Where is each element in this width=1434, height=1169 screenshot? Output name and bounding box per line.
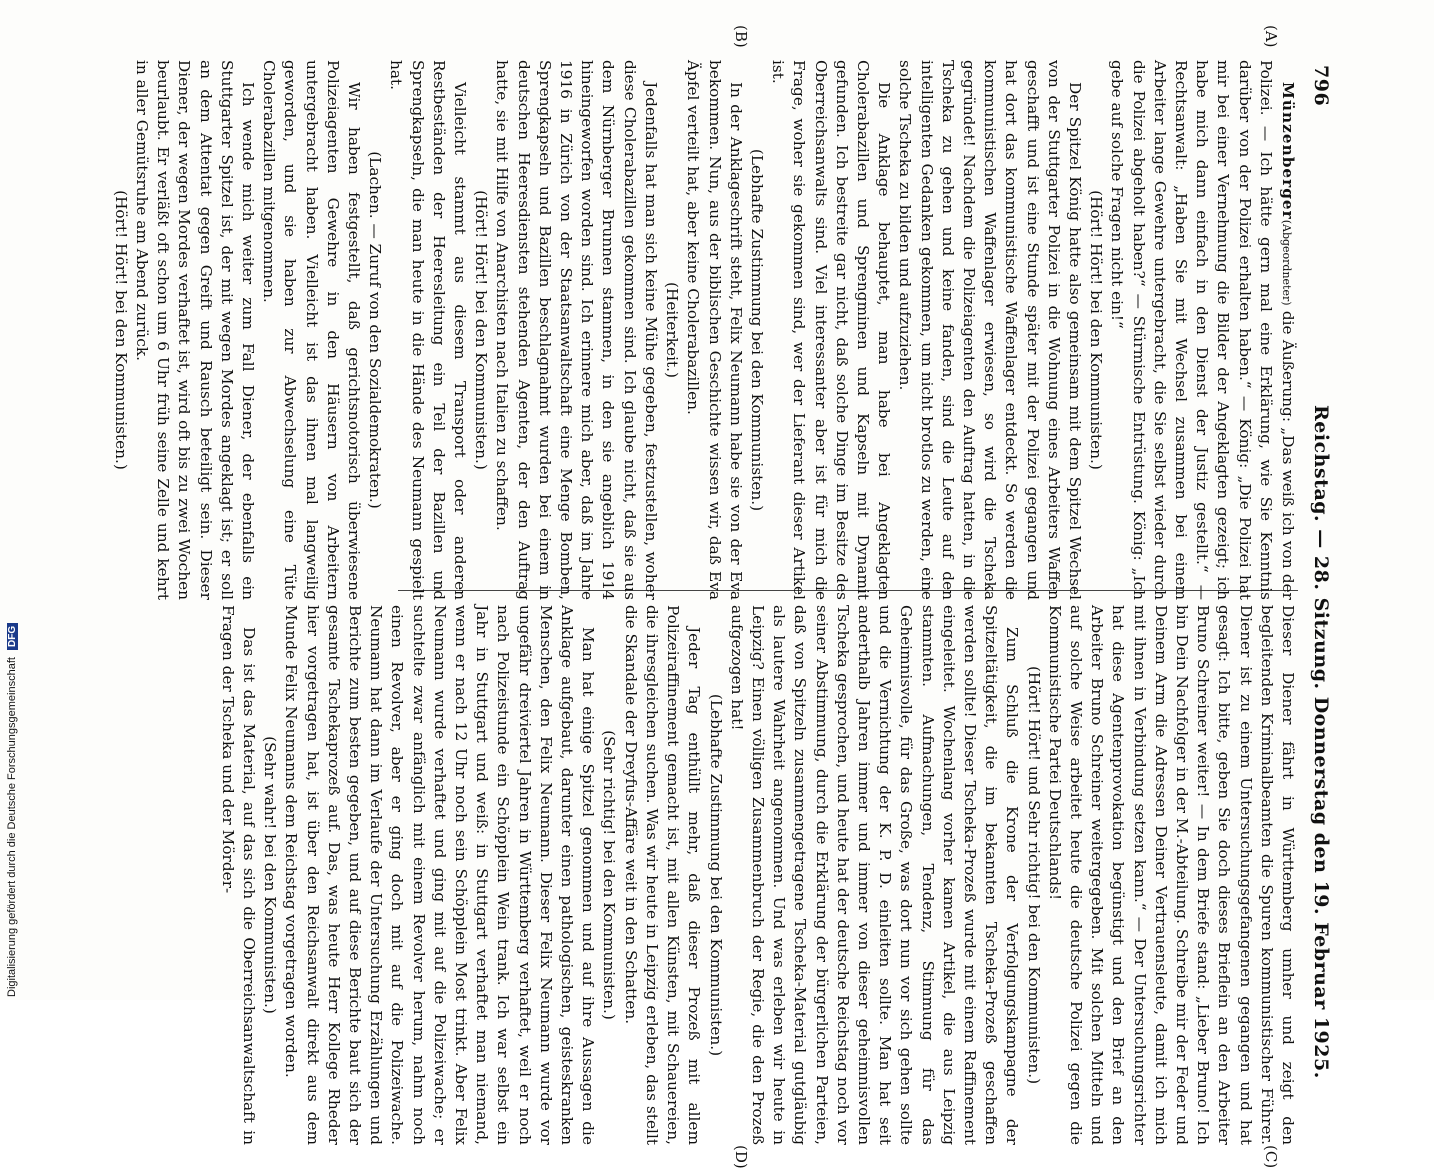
- paragraph: [1106, 60, 1298, 600]
- paragraph: [620, 605, 705, 1145]
- paragraph: [894, 60, 1085, 600]
- left-column: [110, 60, 1298, 600]
- footer-text: Digitalisierung gefördert durch die Deutsche Forschungsgemeinschaft: [6, 657, 18, 997]
- paragraph-text: Man hat einige Spitzel genommen und auf ihre Aussagen die Anklage aufgebaut, darunter einen pathologischen, geisteskranken Menschen, den Felix Neumann. Dieser Felix Neumann wurde vor ungefähr dreiviertel Jahren in Württemberg verhaftet, weil er noch nach Polizeistunde ein Schöpplein Wein trank. Ich war selbst ein Jahr in Stuttgart und weiß: in Stuttgart verhaftet man niemand, wenn er nach 12 Uhr noch sein Schöpplein Most trinkt. Aber Felix Neumann wurde verhaftet und ging mit auf die Polizeiwache; er suchtelte zwar anfänglich mit einem Revolver herum, nahm noch einen Revolver, aber er ging doch mit auf die Polizeiwache. Neumann hat dann im Verlaufe der Untersuchung Erzählungen und Berichte zum besten gegeben, und auf diese Berichte baut sich der gesamte Tschekaprozeß auf. Das, was heute Herr Kollege Rheder hier vorgetragen hat, ist über den Reichsanwalt direkt aus dem Munde Felix Neumanns dem Reichstag vorgetragen worden.: [282, 605, 598, 1145]
- page-title: Reichstag. — 28. Sitzung. Donnerstag den 19. Februar 1925.: [1310, 405, 1332, 1079]
- paragraph: [1044, 605, 1298, 1145]
- paragraph: [258, 60, 364, 600]
- speaker-role: (Abgeordneter): [1280, 219, 1293, 306]
- paragraph-text: Jedenfalls hat man sich keine Mühe gegeben, festzustellen, woher diese Cholerabazillen gekommen sind. Ich glaube nicht, daß sie aus dem Nürnberger Brunnen stammen, in den sie angeblich 1914 hineingeworfen worden sind. Ich erinnere mich aber, daß im Jahre 1916 in Zürich von der Staatsanwaltschaft eine Menge Bomben, Sprengkapseln und Bazillen beschlagnahmt wurden bei einem in deutschen Heeresdiensten stehenden Agenten, der den Auftrag hatte, sie mit Hilfe von Anarchisten nach Italien zu schaffen.: [493, 60, 660, 600]
- interjection: (Sehr wahr! bei den Kommunisten.): [261, 736, 280, 1014]
- rotated-page: [111, 5, 1340, 1169]
- interjection: (Sehr richtig! bei den Kommunisten.): [600, 730, 619, 1020]
- paragraph: [726, 605, 1023, 1145]
- paragraph-text: Das ist das Material, auf das sich die Oberreichsanwaltschaft in Fragen der Tscheka und der Mörder-: [218, 605, 259, 1145]
- interjection: (Heiterkeit.): [663, 282, 682, 378]
- interjection: (Hört! Hört! bei den Kommunisten.): [1087, 190, 1106, 470]
- speaker-name: Münzenberger: [1279, 82, 1297, 220]
- margin-mark-c: (C): [1262, 1145, 1280, 1169]
- paragraph-text: Ich wende mich weiter zum Fall Diener, der ebenfalls ein Stuttgarter Spitzel ist, der mit wegen Mordes angeklagt ist; er soll an dem Attentat gegen Greift und Rausch beteiligt sein. Dieser Diener, der wegen Mordes verhaftet ist, wird oft bis zu zwei Wochen beurlaubt. Er verläßt oft schon um 6 Uhr früh seine Zelle und kehrt in aller Gemütsruhe am Abend zurück.: [133, 60, 258, 600]
- paragraph-text: Jeder Tag enthüllt mehr, daß dieser Prozeß mit allem Polizeiraffinement gemacht ist, mit allen Künsten, mit Schauereien, die ihresgleichen suchen. Was wir heute in Leipzig erleben, das stellt die Skandale der Dreyfus-Affäre weit in den Schatten.: [621, 605, 704, 1145]
- paragraph: [385, 60, 470, 600]
- margin-mark-a: (A): [1262, 25, 1280, 48]
- paragraph-text: Der Spitzel König hatte also gemeinsam mit dem Spitzel Wechsel von der Stuttgarter Polizei in die Wohnung eines Arbeiters Waffen geschafft und ist eine Stunde später mit der Polizei gegangen und hat dort das kommunistische Waffenlager entdeckt. So werden die kommunistischen Waffenlager erwiesen, so wird die Tscheka gegründet! Nachdem die Polizeiagenten den Auftrag hatten, in die Tscheka zu gehen und keine fanden, sind die Leute auf den intelligenten Gedanken gekommen, um nicht brotlos zu werden, eine solche Tscheka zu bilden und aufzuziehen.: [896, 60, 1084, 600]
- interjection: (Lachen. — Zuruf von den Sozialdemokraten.): [366, 151, 385, 509]
- paragraph: [767, 60, 894, 600]
- interjection: (Hört! Hört! und Sehr richtig! bei den Kommunisten.): [1024, 665, 1043, 1085]
- paragraph-text: Wir haben festgestellt, daß gerichtsnotorisch überwiesene Polizeiagenten Gewehre in den Häusern von Arbeitern untergebracht haben. Vielleicht ist das ihnen mal langweilig geworden, und sie haben zur Abwechselung eine Tüte Cholerabazillen mitgenommen.: [260, 60, 364, 600]
- dfg-logo: DFG: [7, 623, 18, 650]
- paragraph: [217, 605, 259, 1145]
- paragraph-text: Dieser Diener fährt in Württemberg umher und zeigt den begleitenden Kriminalbeamten die Spuren kommunistischer Führer. Diener ist zu einem Untersuchungsgefangenen gegangen und hat gesagt: Ich bitte, geben Sie doch dieses Brieflein an den Arbeiter Bruno Schreiner weiter! — In dem Briefe stand: „Lieber Bruno! Ich bin Dein Nachfolger in der M.-Abteilung. Schreibe mir der Feder und Deinem Arm die Adressen Deiner Vertrauensleute, damit ich mich mit ihnen in Verbindung setzen kann.“ — Der Untersuchungsrichter hat diese Agentenprovokation begünstigt und den Brief an den Arbeiter Bruno Schreiner weitergegeben. Mit solchen Mitteln und auf solche Weise arbeitet heute die deutsche Polizei gegen die Kommunistische Partei Deutschlands!: [1045, 605, 1297, 1145]
- paragraph-text: Zum Schluß die Krone der Verfolgungskampagne der Spitzeltätigkeit, die im bekannten Tscheka-Prozeß geschaffen werden sollte! Dieser Tscheka-Prozeß wurde mit einem Raffinement eingeleitet. Wochenlang vorher kamen Artikel, die aus Leipzig stammten. Aufmachungen, Tendenz, Stimmung für das Geheimnisvolle, für das Große, was dort nun vor sich gehen sollte und die Vernichtung der K. P. D. einleiten sollte. Man hat seit anderthalb Jahren immer und immer von dieser geheimnisvollen Tscheka gesprochen, und heute hat der deutsche Reichstag noch vor seiner Abstimmung, durch die Erklärung der bürgerlichen Parteien, daß von Spitzeln zusammengetragene Tscheka-Material gutgläubig als lautere Wahrheit angenommen. Und was erleben wir heute in Leipzig? Einen völligen Zusammenbruch der Regie, die den Prozeß aufgezogen hat!: [727, 605, 1022, 1145]
- interjection: (Lebhafte Zustimmung bei den Kommunisten.): [706, 693, 725, 1057]
- margin-mark-b: (B): [732, 25, 750, 48]
- paragraph-text: Vielleicht stammt aus diesem Transport oder anderen Restbeständen der Heeresleitung ein Teil der Bazillen und Sprengkapseln, die man heute in die Hände des Neumann gespielt hat.: [387, 60, 470, 600]
- paragraph: [682, 60, 746, 600]
- paragraph: [280, 605, 598, 1145]
- margin-mark-d: (D): [732, 1145, 750, 1169]
- paragraph-text: Die Anklage behauptet, man habe bei Angeklagten Cholerabazillen und Sprengminen und Kapseln mit Dynamit gefunden. Ich bestreite gar nicht, daß solche Dinge im Besitze des Oberreichsanwalts sind. Viel interessanter aber ist für mich die Frage, woher sie gekommen sind, wer der Lieferant dieser Artikel ist.: [769, 60, 894, 600]
- page-header: [1302, 65, 1332, 1135]
- page-number: 796: [1310, 65, 1332, 107]
- paragraph: [131, 60, 258, 600]
- footer: [6, 605, 24, 997]
- right-column: [217, 605, 1298, 1145]
- interjection: (Lebhafte Zustimmung bei den Kommunisten.): [747, 148, 766, 512]
- interjection: (Hört! Hört! bei den Kommunisten.): [111, 190, 130, 470]
- paragraph: [491, 60, 661, 600]
- paragraph-text: die Äußerung: „Das weiß ich von der Polizei. — Ich hätte gern mal eine Erklärung, wie Sie Kenntnis darüber von der Polizei erhalten haben.“ — König: „Die Polizei hat mir bei einer Vernehmung die Bilder der Angeklagten gezeigt; ich habe mich dann einfach in den Dienst der Justiz gestellt.“ — Rechtsanwalt: „Haben Sie mit Wechsel zusammen bei einem Arbeiter lange Gewehre untergebracht, die Sie selbst wieder durch die Polizei abgeholt haben?“ — Stürmische Entrüstung. König: „Ich gebe auf solche Fragen nicht ein!“: [1108, 60, 1297, 600]
- paragraph-text: In der Anklageschrift steht, Felix Neumann habe sie von der Eva bekommen. Nun, aus der biblischen Geschichte wissen wir, daß Eva Äpfel verteilt hat, aber keine Cholerabazillen.: [684, 60, 745, 600]
- interjection: (Hört! Hört! bei den Kommunisten.): [472, 190, 491, 470]
